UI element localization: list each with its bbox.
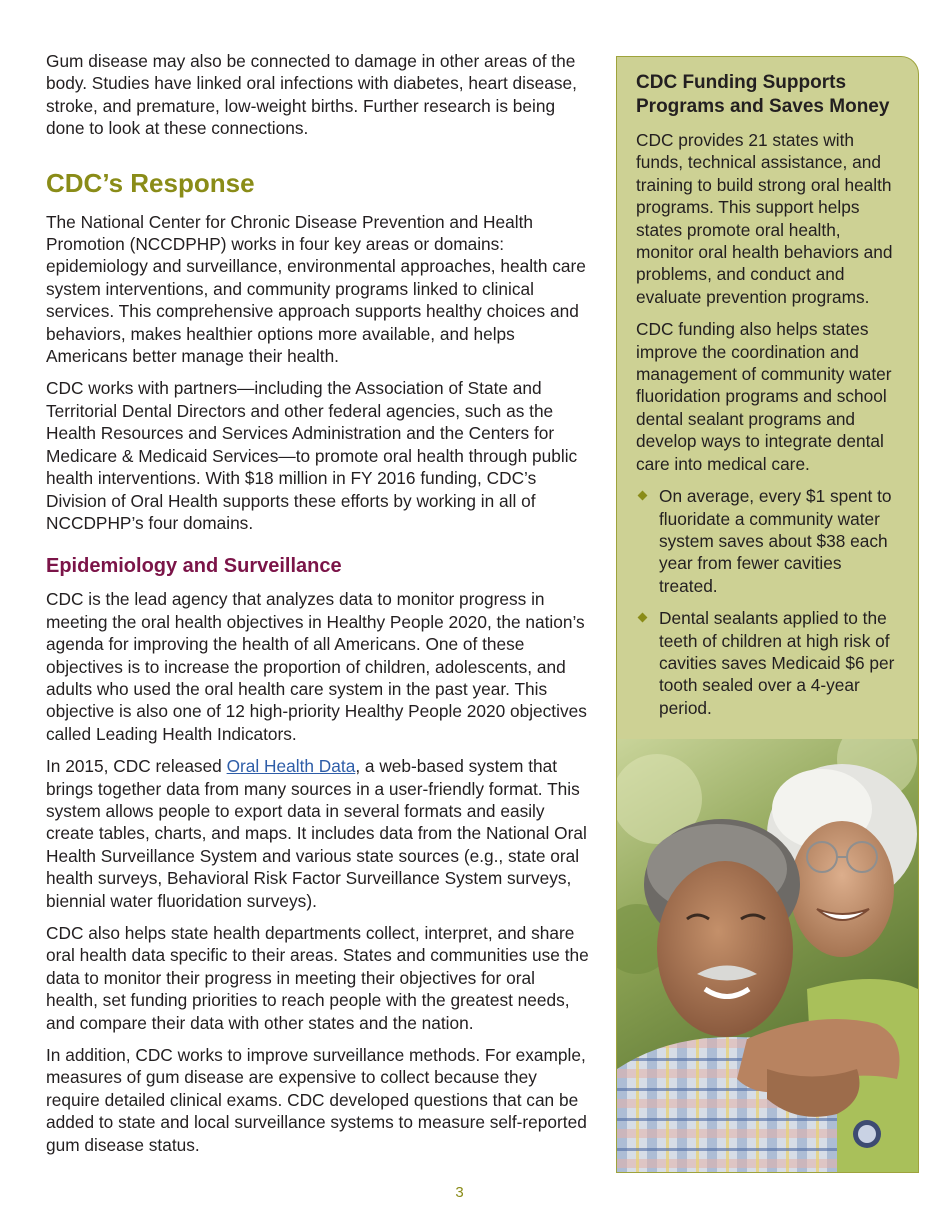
paragraph-text-before-link: In 2015, CDC released [46,756,227,777]
paragraph-text-after-link: , a web-based system that brings together data from many sources in a user-friendly format. This system allows people to export data in several formats and easily create tables, charts, and maps. It includes data from the National Oral Health Surveillance System and various state sources (e.g., state oral health surveys, Behavioral Risk Factor Surveillance System surveys, biennial water fluoridation surveys). [46,756,587,911]
epidemiology-paragraph-1: CDC is the lead agency that analyzes data to monitor progress in meeting the oral health objectives in Healthy People 2020, the nation’s agenda for improving the health of all Americans. One of these objectives is to increase the proportion of children, adolescents, and adults who used the oral health care system in the past year. This objective is also one of 12 high-priority Healthy People 2020 objectives called Leading Health Indicators. [46,589,587,744]
sidebar-heading: CDC Funding Supports Programs and Saves Money [636,72,890,117]
sidebar-paragraph-1: CDC provides 21 states with funds, technical assistance, and training to build strong oral health programs. This support helps states promote oral health, monitor oral health behaviors and problems, and conduct and evaluate prevention programs. [636,130,893,307]
main-column [46,50,591,1166]
diamond-bullet-icon [638,491,648,501]
response-paragraph-1: The National Center for Chronic Disease Prevention and Health Promotion (NCCDPHP) works in four key areas or domains: epidemiology and surveillance, environmental approaches, health care system interventions, and community programs linked to clinical services. This comprehensive approach supports healthy choices and behaviors, makes healthier options more available, and helps Americans better manage their health. [46,211,586,367]
bullet-text: Dental sealants applied to the teeth of children at high risk of cavities saves Medicaid $6 per tooth sealed over a 4-year period. [659,608,895,718]
epidemiology-paragraph-3: CDC also helps state health departments collect, interpret, and share oral health data specific to their areas. States and communities use the data to monitor their progress in meeting their objectives for oral health, set funding priorities to reach people with the greatest needs, and compare their data with other states and the nation. [46,923,589,1033]
list-item [636,607,900,719]
page-number: 3 [455,1184,464,1201]
list-item [636,485,900,597]
funding-sidebar [616,56,919,1173]
epidemiology-paragraph-2 [46,755,591,912]
bullet-text: On average, every $1 spent to fluoridate a community water system saves about $38 each year from fewer cavities treated. [659,486,892,596]
photo-illustration [617,739,918,1173]
sidebar-bullet-list [636,485,900,719]
intro-paragraph: Gum disease may also be connected to damage in other areas of the body. Studies have linked oral infections with diabetes, heart disease, stroke, and premature, low-weight births. Further research is being done to look at these connections. [46,51,577,139]
diamond-bullet-icon [638,613,648,623]
elderly-couple-photo [617,739,918,1173]
epidemiology-heading: Epidemiology and Surveillance [46,555,342,578]
sidebar-text [617,57,918,719]
epidemiology-paragraph-4: In addition, CDC works to improve surveillance methods. For example, measures of gum disease are expensive to collect because they require detailed clinical exams. CDC developed questions that can be added to state and local surveillance systems to measure self-reported gum disease status. [46,1045,587,1155]
sidebar-paragraph-2: CDC funding also helps states improve the coordination and management of community water fluoridation programs and school dental sealant programs and develop ways to integrate dental care into medical care. [636,319,892,474]
cdc-response-heading: CDC’s Response [46,167,255,198]
oral-health-data-link[interactable]: Oral Health Data [226,756,356,777]
response-paragraph-2: CDC works with partners—including the Association of State and Territorial Dental Directors and other federal agencies, such as the Health Resources and Services Administration and the Centers for Medicare & Medicaid Services—to promote oral health through public health interventions. With $18 million in FY 2016 funding, CDC’s Division of Oral Health supports these efforts by working in all of NCCDPHP’s four domains. [46,378,578,533]
